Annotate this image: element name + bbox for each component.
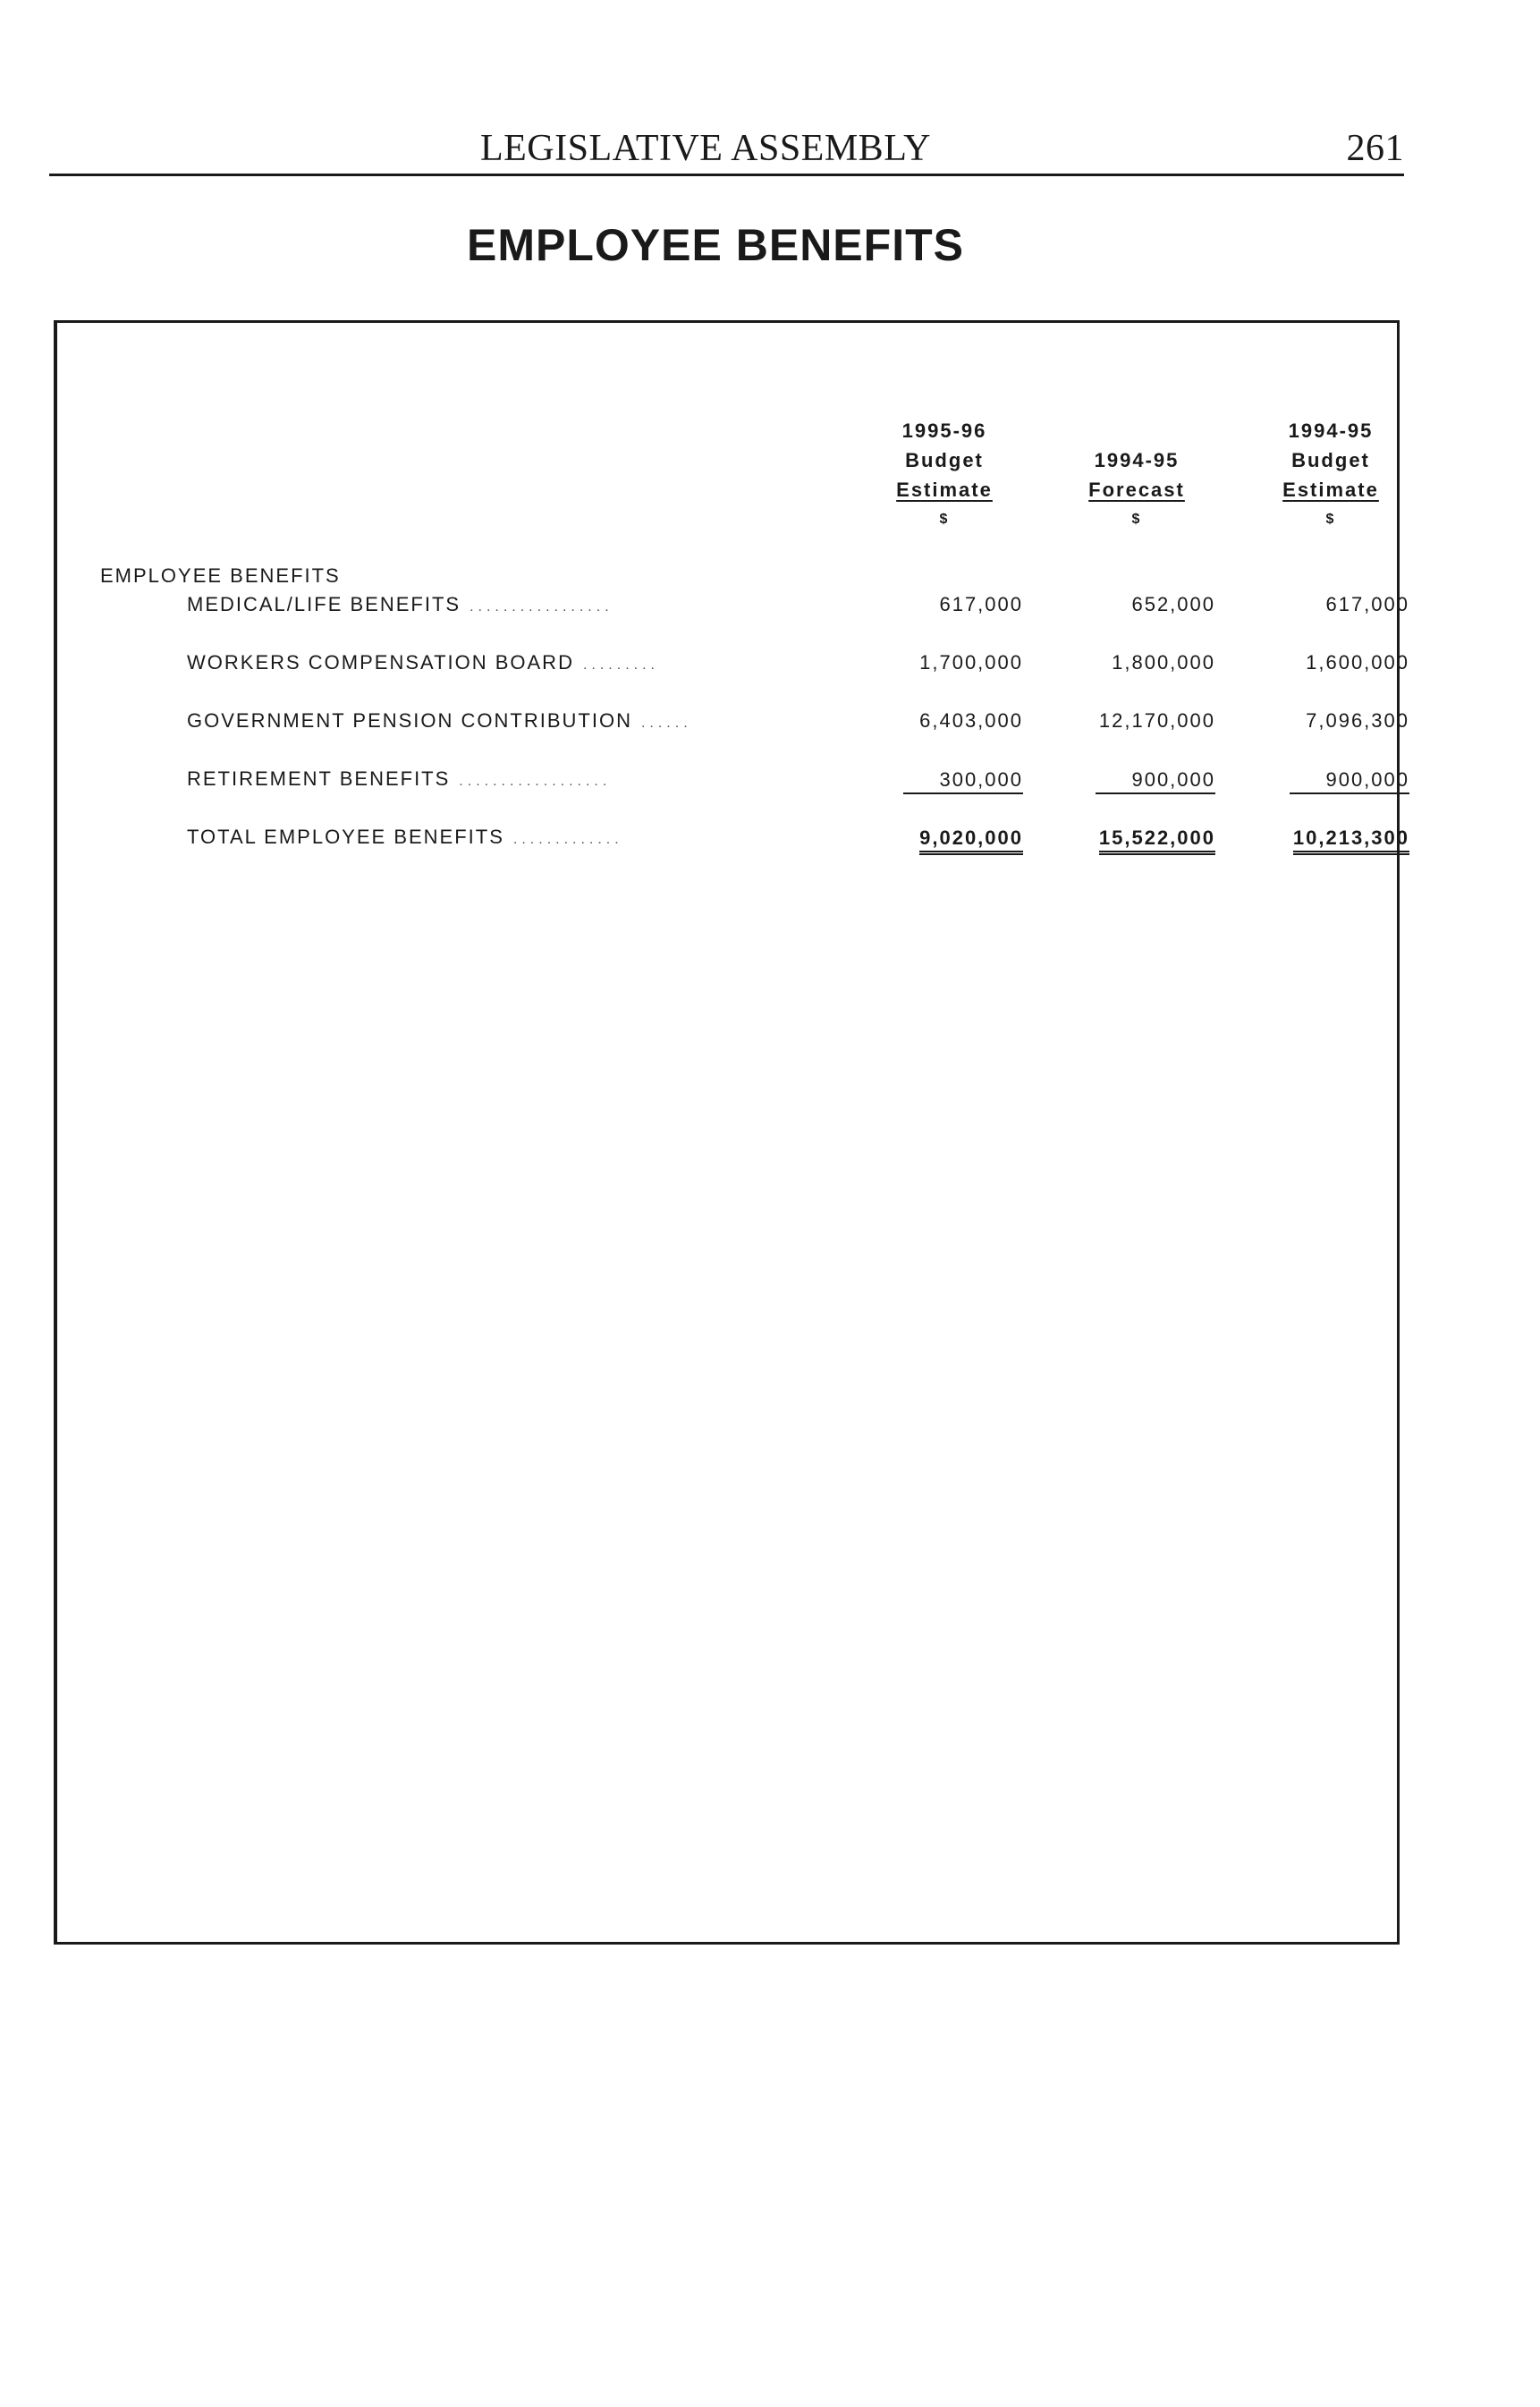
value-1994-95-forecast: [1037, 593, 1215, 616]
row-label-text: RETIREMENT BENEFITS: [187, 767, 451, 790]
column-header-line: 1994-95: [1094, 449, 1180, 471]
row-label: [187, 593, 613, 616]
column-header-line: Budget: [1291, 449, 1370, 471]
table-row: [57, 709, 1409, 742]
page-number: 261: [1346, 128, 1404, 169]
dot-leader: .........: [582, 657, 659, 673]
cell-value: 617,000: [1325, 593, 1409, 615]
column-header-1995-96-budget-estimate: [846, 416, 1043, 534]
dot-leader: ..................: [459, 774, 612, 789]
value-1995-96-budget: [844, 767, 1023, 794]
schedule-frame: [54, 320, 1409, 1945]
cell-value: 12,170,000: [1098, 709, 1215, 732]
column-header-line: Estimate: [1282, 479, 1379, 501]
cell-value: 617,000: [939, 593, 1023, 615]
value-1994-95-budget: [1231, 651, 1409, 674]
table-row: [57, 651, 1409, 683]
value-1994-95-budget: [1231, 767, 1409, 794]
cell-value: 1,700,000: [919, 651, 1023, 674]
value-1995-96-budget: [844, 593, 1023, 616]
section-heading: EMPLOYEE BENEFITS: [100, 564, 341, 587]
total-label-text: TOTAL EMPLOYEE BENEFITS: [187, 826, 504, 848]
page-header: [49, 122, 1404, 176]
cell-value: 652,000: [1131, 593, 1215, 615]
page-title: EMPLOYEE BENEFITS: [467, 220, 964, 270]
column-header-1994-95-budget-estimate: [1232, 416, 1429, 534]
cell-value: 900,000: [1096, 767, 1215, 794]
total-label: [187, 826, 623, 849]
row-label: [187, 709, 692, 733]
cell-value: 1,600,000: [1306, 651, 1409, 674]
currency-symbol: $: [939, 512, 950, 527]
row-label-text: GOVERNMENT PENSION CONTRIBUTION: [187, 709, 632, 732]
value-1995-96-budget: [844, 709, 1023, 733]
total-value: 15,522,000: [1099, 826, 1215, 855]
cell-value: 1,800,000: [1112, 651, 1215, 674]
value-1994-95-forecast: [1037, 767, 1215, 794]
total-row: [57, 826, 1409, 858]
cell-value: 900,000: [1290, 767, 1409, 794]
cell-value: 6,403,000: [919, 709, 1023, 732]
column-header-line: 1995-96: [901, 420, 987, 442]
table-row: [57, 767, 1409, 800]
cell-value: 7,096,300: [1306, 709, 1409, 732]
row-label-text: MEDICAL/LIFE BENEFITS: [187, 593, 461, 615]
running-head: LEGISLATIVE ASSEMBLY: [480, 128, 931, 169]
total-1995-96-budget: [844, 826, 1023, 855]
column-header-line: [1038, 416, 1235, 445]
row-label-text: WORKERS COMPENSATION BOARD: [187, 651, 574, 674]
dot-leader: .................: [470, 599, 613, 614]
value-1994-95-forecast: [1037, 709, 1215, 733]
value-1994-95-forecast: [1037, 651, 1215, 674]
column-header-1994-95-forecast: [1038, 416, 1235, 534]
value-1994-95-budget: [1231, 709, 1409, 733]
cell-value: 300,000: [903, 767, 1023, 794]
value-1994-95-budget: [1231, 593, 1409, 616]
column-header-line: Budget: [905, 449, 984, 471]
dot-leader: .............: [512, 832, 623, 847]
total-value: 9,020,000: [919, 826, 1023, 855]
column-header-line: 1994-95: [1288, 420, 1374, 442]
total-value: 10,213,300: [1293, 826, 1409, 855]
row-label: [187, 767, 611, 791]
column-header-line: Estimate: [896, 479, 993, 501]
currency-symbol: $: [1325, 512, 1336, 527]
dot-leader: ......: [640, 716, 692, 731]
currency-symbol: $: [1131, 512, 1142, 527]
value-1995-96-budget: [844, 651, 1023, 674]
table-row: [57, 593, 1409, 625]
total-1994-95-forecast: [1037, 826, 1215, 855]
row-label: [187, 651, 659, 674]
total-1994-95-budget: [1231, 826, 1409, 855]
column-header-line: Forecast: [1088, 479, 1185, 501]
